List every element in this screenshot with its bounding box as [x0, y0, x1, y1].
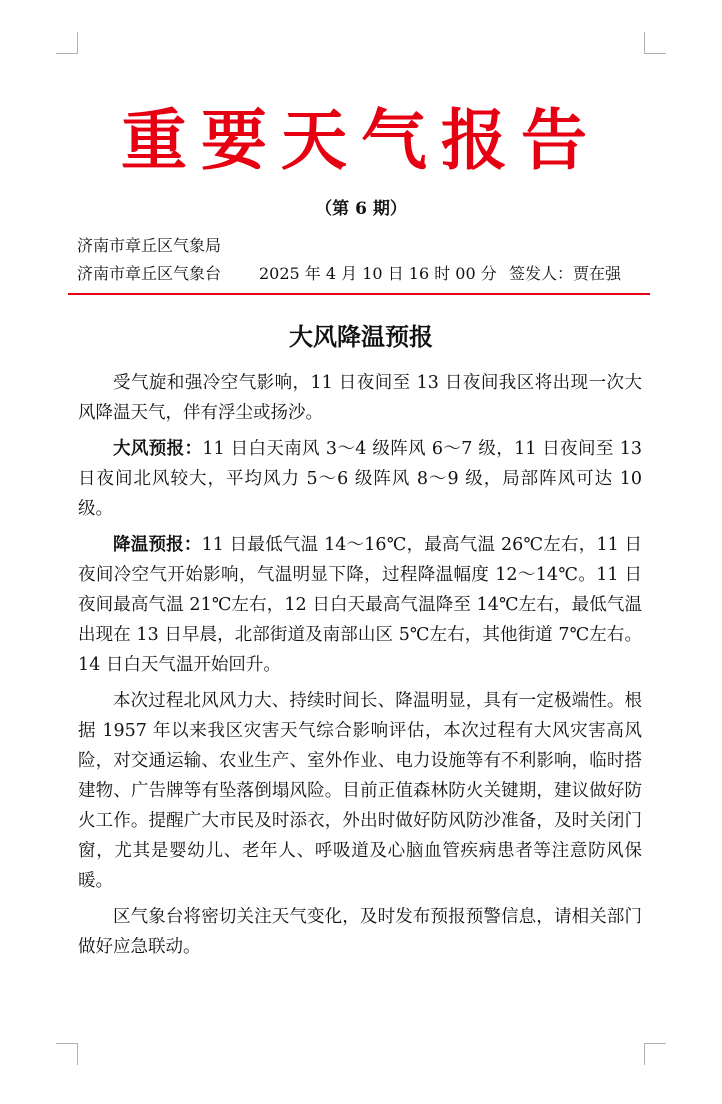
report-body	[78, 368, 642, 968]
paragraph-intro: 受气旋和强冷空气影响，11 日夜间至 13 日夜间我区将出现一次大风降温天气，伴有浮尘或扬沙。	[78, 373, 642, 423]
crop-mark-top-right-h	[644, 53, 666, 54]
crop-mark-bottom-left-v	[77, 1043, 78, 1065]
red-divider	[68, 293, 650, 295]
crop-mark-top-right-v	[644, 32, 645, 54]
wind-text: 11 日白天南风 3～4 级阵风 6～7 级，11 日夜间至 13 日夜间北风较大，平均风力 5～6 级阵风 8～9 级，局部阵风可达 10 级。	[78, 439, 643, 519]
crop-mark-bottom-right-v	[644, 1043, 645, 1065]
crop-mark-bottom-right-h	[644, 1043, 666, 1044]
report-title: 大风降温预报	[289, 322, 433, 351]
crop-mark-bottom-left-h	[56, 1043, 78, 1044]
cooling-label: 降温预报：	[113, 535, 202, 555]
issuer-line	[77, 264, 637, 284]
paragraph-wind	[78, 434, 642, 524]
issue-datetime: 2025 年 4 月 10 日 16 时 00 分	[259, 264, 497, 283]
crop-mark-top-left-h	[56, 53, 78, 54]
paragraph-impact: 本次过程北风风力大、持续时间长、降温明显，具有一定极端性。根据 1957 年以来我区灾害天气综合影响评估，本次过程有大风灾害高风险，对交通运输、农业生产、室外作业、电力设施等有不利影响，临时搭建物、广告牌等有坠落倒塌风险。目前正值森林防火关键期，建议做好防火工作。提醒广大市民及时添衣，外出时做好防风防沙准备，及时关闭门窗，尤其是婴幼儿、老年人、呼吸道及心脑血管疾病患者等注意防风保暖。	[78, 691, 642, 891]
org-station: 济南市章丘区气象台	[77, 264, 222, 283]
wind-label: 大风预报：	[113, 439, 203, 459]
paragraph-cooling	[78, 530, 642, 680]
cooling-text: 11 日最低气温 14～16℃，最高气温 26℃左右，11 日夜间冷空气开始影响，气温明显下降，过程降温幅度 12～14℃。11 日夜间最高气温 21℃左右，12 日白天最高气温降至 14℃左右，最低气温出现在 13 日早晨，北部街道及南部山区 5℃左右，其他街道 7℃左右。14 日白天气温开始回升。	[78, 535, 643, 675]
signer: 签发人：贾在强	[509, 264, 622, 283]
org-bureau: 济南市章丘区气象局	[77, 236, 222, 255]
masthead-title: 重要天气报告	[121, 101, 601, 179]
paragraph-closing: 区气象台将密切关注天气变化，及时发布预报预警信息，请相关部门做好应急联动。	[78, 907, 642, 957]
issue-number: （第 6 期）	[315, 199, 407, 219]
crop-mark-top-left-v	[77, 32, 78, 54]
